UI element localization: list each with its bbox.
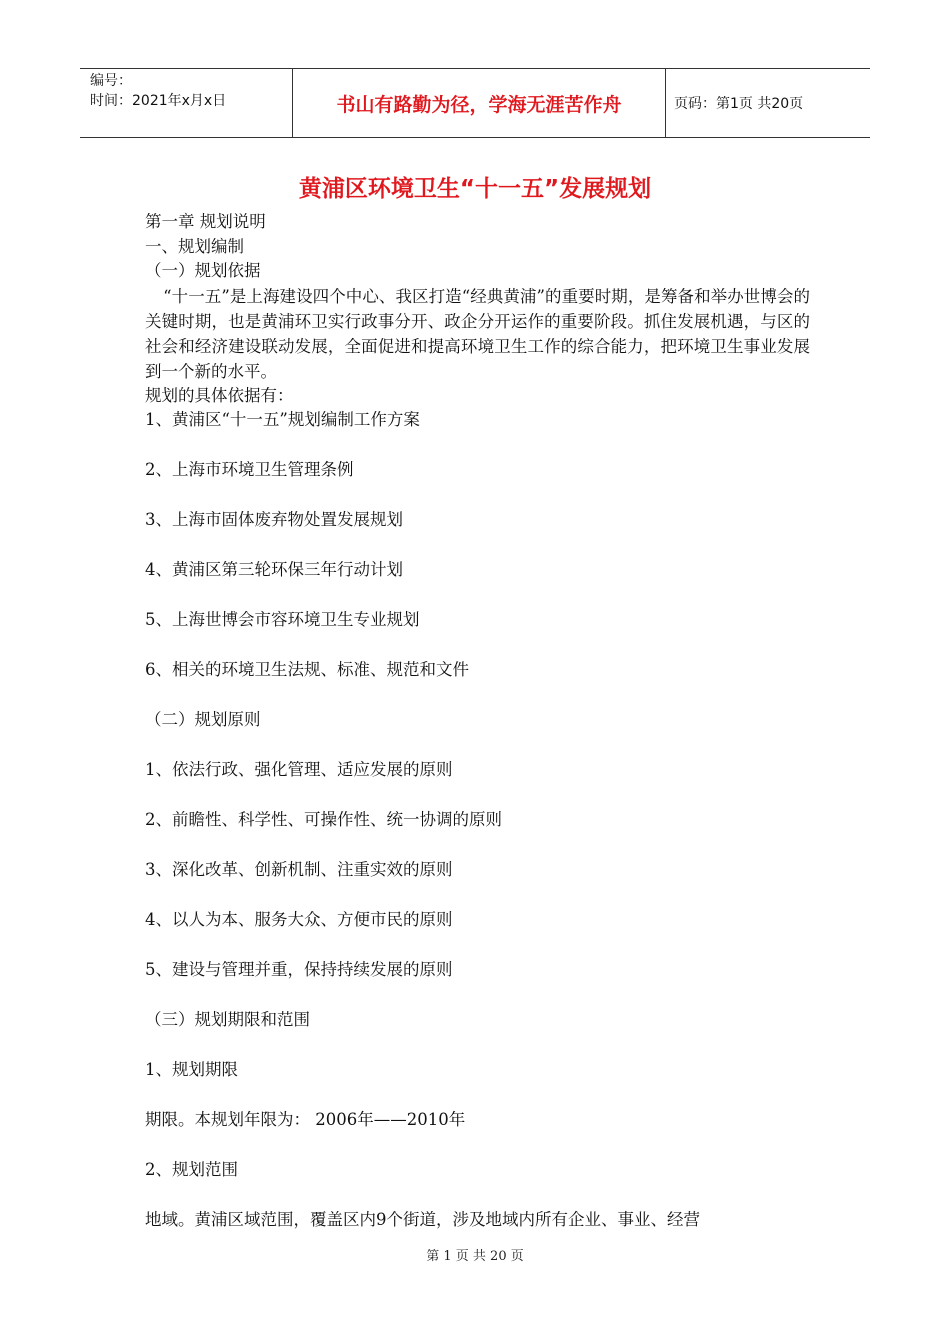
list-item: 4、黄浦区第三轮环保三年行动计划 bbox=[145, 560, 403, 579]
list-item: 5、上海世博会市容环境卫生专业规划 bbox=[145, 610, 420, 629]
list-item: 1、规划期限 bbox=[145, 1060, 238, 1079]
subsection-heading: （一）规划依据 bbox=[145, 261, 261, 280]
number-label: 编号： bbox=[90, 73, 132, 89]
chapter-heading: 第一章 规划说明 bbox=[145, 212, 266, 231]
document-title: 黄浦区环境卫生“十一五”发展规划 bbox=[298, 176, 652, 202]
list-item: 期限。本规划年限为： 2006年——2010年 bbox=[145, 1110, 466, 1129]
list-item: 1、依法行政、强化管理、适应发展的原则 bbox=[145, 760, 453, 779]
list-item: 3、上海市固体废弃物处置发展规划 bbox=[145, 510, 403, 529]
list-item: 3、深化改革、创新机制、注重实效的原则 bbox=[145, 860, 453, 879]
page-footer: 第 1 页 共 20 页 bbox=[426, 1249, 524, 1264]
list-item: 2、前瞻性、科学性、可操作性、统一协调的原则 bbox=[145, 810, 502, 829]
list-item: 1、黄浦区“十一五”规划编制工作方案 bbox=[145, 410, 420, 429]
item-list bbox=[145, 408, 810, 1258]
intro-paragraph: “十一五”是上海建设四个中心、我区打造“经典黄浦”的重要时期，是筹备和举办世博会的关键时期，也是黄浦环卫实行政事分开、政企分开运作的重要阶段。抓住发展机遇，与区的社会和经济建设联动发展，全面促进和提高环境卫生工作的综合能力，把环境卫生事业发展到一个新的水平。 bbox=[145, 286, 810, 381]
document-header bbox=[80, 68, 870, 138]
list-item: （二）规划原则 bbox=[145, 710, 261, 729]
list-item: 地域。黄浦区域范围，覆盖区内9个街道，涉及地域内所有企业、事业、经营 bbox=[145, 1210, 700, 1229]
section-heading: 一、规划编制 bbox=[145, 236, 244, 256]
list-item: 2、规划范围 bbox=[145, 1160, 238, 1179]
time-label: 时间：2021年x月x日 bbox=[90, 93, 227, 109]
list-item: 4、以人为本、服务大众、方便市民的原则 bbox=[145, 910, 453, 929]
header-meta bbox=[80, 69, 293, 137]
list-item: 5、建设与管理并重，保持持续发展的原则 bbox=[145, 960, 453, 979]
header-page-info: 页码：第1页 共20页 bbox=[674, 96, 804, 112]
basis-intro: 规划的具体依据有： bbox=[145, 385, 294, 405]
list-item: 2、上海市环境卫生管理条例 bbox=[145, 460, 354, 479]
list-item: 6、相关的环境卫生法规、标准、规范和文件 bbox=[145, 660, 469, 679]
list-item: （三）规划期限和范围 bbox=[145, 1010, 310, 1029]
document-body bbox=[145, 210, 810, 1258]
header-motto: 书山有路勤为径，学海无涯苦作舟 bbox=[293, 69, 666, 137]
